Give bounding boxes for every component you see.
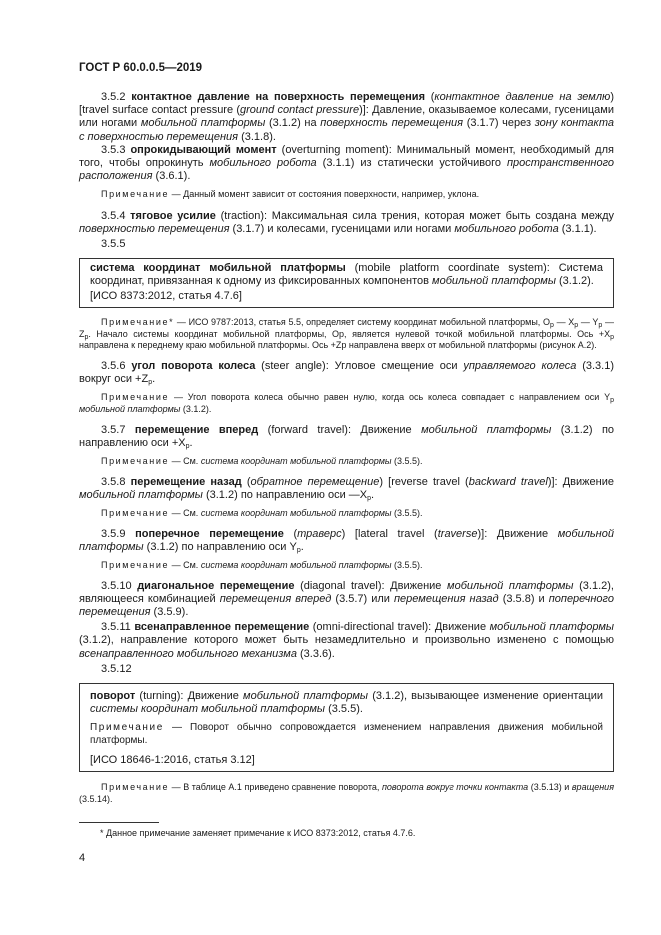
term-3-5-10: 3.5.10 диагональное перемещение (diagonal travel): Движение мобильной платформы (3.1.2), являющееся комбинацией перемещения вперед (3.5.7) или перемещения назад (3.5.8) и поперечного перемещения (3.5.9). [79,579,614,619]
term-3-5-7: 3.5.7 перемещение вперед (forward travel): Движение мобильной платформы (3.1.2) по направлению оси $+X_p$. [79,423,615,450]
term-3-5-4: 3.5.4 тяговое усилие (traction): Максимальная сила трения, которая может быть создана между поверхностью перемещения (3.1.7) и колесами, гусеницами или ногами мобильного робота (3.1.1). [79,210,614,236]
term-3-5-2: 3.5.2 контактное давление на поверхность перемещения (контактное давление на землю) [travel surface contact pressure (ground contact pressure)]: Давление, оказываемое колесами, гусеницами или ногами мобильной платформы (3.1.2) на поверхность перемещения (3.1.7) через зону контакта с поверхностью перемещения (3.1.8). [79,91,614,143]
note-3-5-5: Примечание* — ИСО 9787:2013, статья 5.5, определяет систему координат мобильной платформы, $O_p$ — $X_p$ — $Y_p$ — $Z_p$. Начало системы координат мобильной платформы, Op, является нулевой точкой мобильной платформы. Ось $+X_p$ направлена к переднему краю мобильной платформы. Ось +Zp направлена вверх от мобильной платформы (рисунок А.2). [79,317,614,351]
note-3-5-3: Примечание — Данный момент зависит от состояния поверхности, например, уклона. [101,189,480,200]
page-number: 4 [79,852,86,864]
term-number-3-5-12: 3.5.12 [101,662,132,675]
term-3-5-6: 3.5.6 угол поворота колеса (steer angle): Угловое смещение оси управляемого колеса (3.3.1) вокруг оси $+Z_p$. [79,360,615,387]
term-3-5-3: 3.5.3 опрокидывающий момент (overturning moment): Минимальный момент, необходимый для того, чтобы опрокинуть мобильного робота (3.1.1) из статически устойчивого пространственного расположения (3.6.1). [79,143,614,183]
source-3-5-5: [ИСО 8373:2012, статья 4.7.6] [90,290,242,303]
footnote: * Данное примечание заменяет примечание к ИСО 8373:2012, статья 4.7.6. [100,828,416,838]
note-3-5-8: Примечание — См. система координат мобильной платформы (3.5.5). [101,508,423,519]
footnote-separator [79,822,159,823]
note-3-5-9: Примечание — См. система координат мобильной платформы (3.5.5). [101,560,423,571]
term-box-3-5-12 [79,683,614,772]
term-3-5-9: 3.5.9 поперечное перемещение (траверс) [lateral travel (traverse)]: Движение мобильной платформы (3.1.2) по направлению оси $Y_p$. [79,527,614,554]
note-3-5-12-box: Примечание — Поворот обычно сопровождается изменением направления движения мобильной платформы. [90,722,604,746]
document-header: ГОСТ Р 60.0.0.5—2019 [79,62,203,74]
source-3-5-12: [ИСО 18646-1:2016, статья 3.12] [90,754,255,767]
term-box-3-5-5 [79,258,614,309]
term-number-3-5-5: 3.5.5 [101,238,126,251]
term-3-5-8: 3.5.8 перемещение назад (обратное перемещение) [reverse travel (backward travel)]: Движение мобильной платформы (3.1.2) по направлению оси $—X_p$. [79,475,614,502]
note-3-5-7: Примечание — См. система координат мобильной платформы (3.5.5). [101,456,423,467]
term-3-5-12: поворот (turning): Движение мобильной платформы (3.1.2), вызывающее изменение ориентации системы координат мобильной платформы (3.5.5). [90,690,604,716]
note-3-5-6: Примечание — Угол поворота колеса обычно равен нулю, когда ось колеса совпадает с направлением оси $Y_p$ мобильной платформы (3.1.2). [79,392,614,415]
term-3-5-5: система координат мобильной платформы (mobile platform coordinate system): Система координат, привязанная к одному из фиксированных компонентов мобильной платформы (3.1.2). [90,261,603,287]
note-3-5-12: Примечание — В таблице А.1 приведено сравнение поворота, поворота вокруг точки контакта (3.5.13) и вращения (3.5.14). [79,782,614,805]
document-body [79,91,614,806]
term-3-5-11: 3.5.11 всенаправленное перемещение (omni-directional travel): Движение мобильной платформы (3.1.2), направление которого может быть незамедлительно и произвольно изменено с помощью всенаправленного мобильного механизма (3.3.6). [79,621,615,660]
